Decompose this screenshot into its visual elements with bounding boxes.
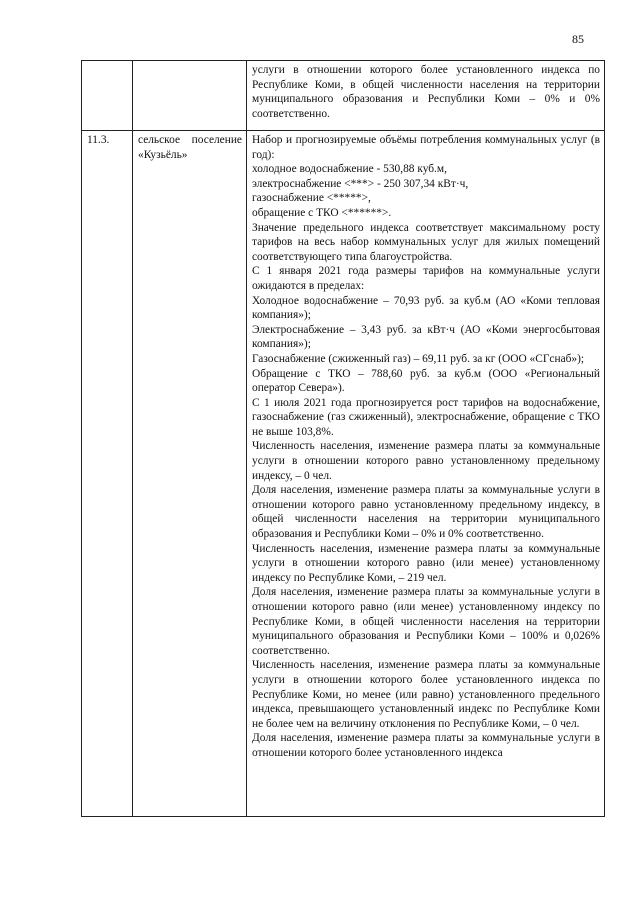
paragraph: услуги в отношении которого более установленного индекса по Республике Коми, в общей численности населения на территории муниципального образования и Республики Коми – 0% и 0% соответственно. (252, 64, 600, 120)
page-number: 85 (572, 32, 584, 46)
paragraph: Доля населения, изменение размера платы за коммунальные услуги в отношении которого равно (или менее) установленному индексу по Республике Коми, в общей численности населения на территории муниципального образования и Республики Коми – 100% и 0,026% соответственно. (252, 586, 600, 657)
paragraph: Набор и прогнозируемые объёмы потребления коммунальных услуг (в год): (252, 134, 600, 161)
paragraph: Численность населения, изменение размера платы за коммунальные услуги в отношении которого равно установленному предельному индексу, – 0 чел. (252, 440, 600, 482)
table-row (82, 131, 605, 817)
paragraph: С 1 июля 2021 года прогнозируется рост тарифов на водоснабжение, газоснабжение (газ сжиженный), электроснабжение, обращение с ТКО не выше 103,8%. (252, 396, 600, 438)
data-table (81, 60, 605, 817)
paragraph: Обращение с ТКО – 788,60 руб. за куб.м (ООО «Региональный оператор Севера»). (252, 367, 600, 395)
paragraph: газоснабжение <*****>, (252, 192, 371, 205)
description-cell (247, 131, 605, 817)
paragraph: Доля населения, изменение размера платы за коммунальные услуги в отношении которого более установленного индекса (252, 732, 600, 759)
paragraph: обращение с ТКО <******>. (252, 206, 392, 219)
paragraph: Газоснабжение (сжиженный газ) – 69,11 руб. за кг (ООО «СГснаб»); (252, 352, 585, 365)
paragraph: Численность населения, изменение размера платы за коммунальные услуги в отношении которого более установленного индекса по Республике Коми, но менее (или равно) установленного предельного индекса, превышающего установленный индекс по Республике Коми не более чем на величину отклонения по Республике Коми, – 0 чел. (252, 659, 600, 730)
paragraph: Холодное водоснабжение – 70,93 руб. за куб.м (АО «Коми тепловая компания»); (252, 294, 600, 322)
row-number-cell: 11.3. (82, 131, 133, 817)
paragraph: Доля населения, изменение размера платы за коммунальные услуги в отношении которого равно установленному предельному индексу, в общей численности населения на территории муниципального образования и Республики Коми – 0% и 0% соответственно. (252, 484, 600, 541)
paragraph: Численность населения, изменение размера платы за коммунальные услуги в отношении которого равно (или менее) установленному индексу по Республике Коми, – 219 чел. (252, 542, 600, 584)
paragraph: холодное водоснабжение - 530,88 куб.м, (252, 163, 447, 176)
paragraph: Значение предельного индекса соответствует максимальному росту тарифов на весь набор коммунальных услуг для жилых помещений соответствующего типа благоустройства. (252, 221, 600, 263)
paragraph: электроснабжение <***> - 250 307,34 кВт·ч, (252, 177, 469, 190)
paragraph: Электроснабжение – 3,43 руб. за кВт·ч (АО «Коми энергосбытовая компания»); (252, 323, 600, 351)
row-number-cell (82, 61, 133, 131)
table-row (82, 61, 605, 131)
description-cell (247, 61, 605, 131)
settlement-name-cell (133, 61, 247, 131)
settlement-name-cell: сельское поселение «Кузьёль» (133, 131, 247, 817)
paragraph: С 1 января 2021 года размеры тарифов на коммунальные услуги ожидаются в пределах: (252, 265, 600, 292)
